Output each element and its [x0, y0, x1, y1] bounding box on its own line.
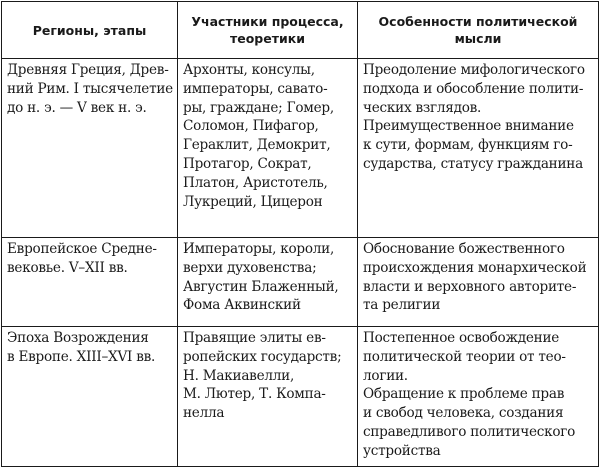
table-row — [2, 59, 599, 238]
region-cell: Эпоха Возрождения в Европе. XIII–XVI вв. — [2, 327, 178, 467]
features-cell: Обоснование божественного происхождения монархической власти и верховного авторите- та религии — [358, 238, 599, 327]
features-cell: Преодоление мифологического подхода и обособление полити- ческих взглядов. Преимущественное внимание к сути, формам, функциям го- сударства, статусу гражданина — [358, 59, 599, 238]
header-row — [2, 2, 599, 59]
region-cell: Европейское Средне- вековье. V–XII вв. — [2, 238, 178, 327]
table-row — [2, 327, 599, 467]
participants-cell: Императоры, короли, верхи духовенства; Августин Блаженный, Фома Аквинский — [178, 238, 358, 327]
participants-cell: Правящие элиты ев- ропейских государств; Н. Макиавелли, М. Лютер, Т. Компа- нелла — [178, 327, 358, 467]
features-cell: Постепенное освобождение политической теории от тео- логии. Обращение к проблеме прав и свобод человека, создания справедливого политического устройства — [358, 327, 599, 467]
header-participants: Участники процесса, теоретики — [178, 2, 358, 59]
participants-cell: Архонты, консулы, императоры, савато- ры, граждане; Гомер, Соломон, Пифагор, Гераклит, Демокрит, Протагор, Сократ, Платон, Аристотель, Лукреций, Цицерон — [178, 59, 358, 238]
region-cell: Древняя Греция, Древ- ний Рим. I тысячелетие до н. э. — V век н. э. — [2, 59, 178, 238]
header-regions: Регионы, этапы — [2, 2, 178, 59]
header-features: Особенности политической мысли — [358, 2, 599, 59]
political-thought-table — [1, 1, 599, 467]
table-row — [2, 238, 599, 327]
